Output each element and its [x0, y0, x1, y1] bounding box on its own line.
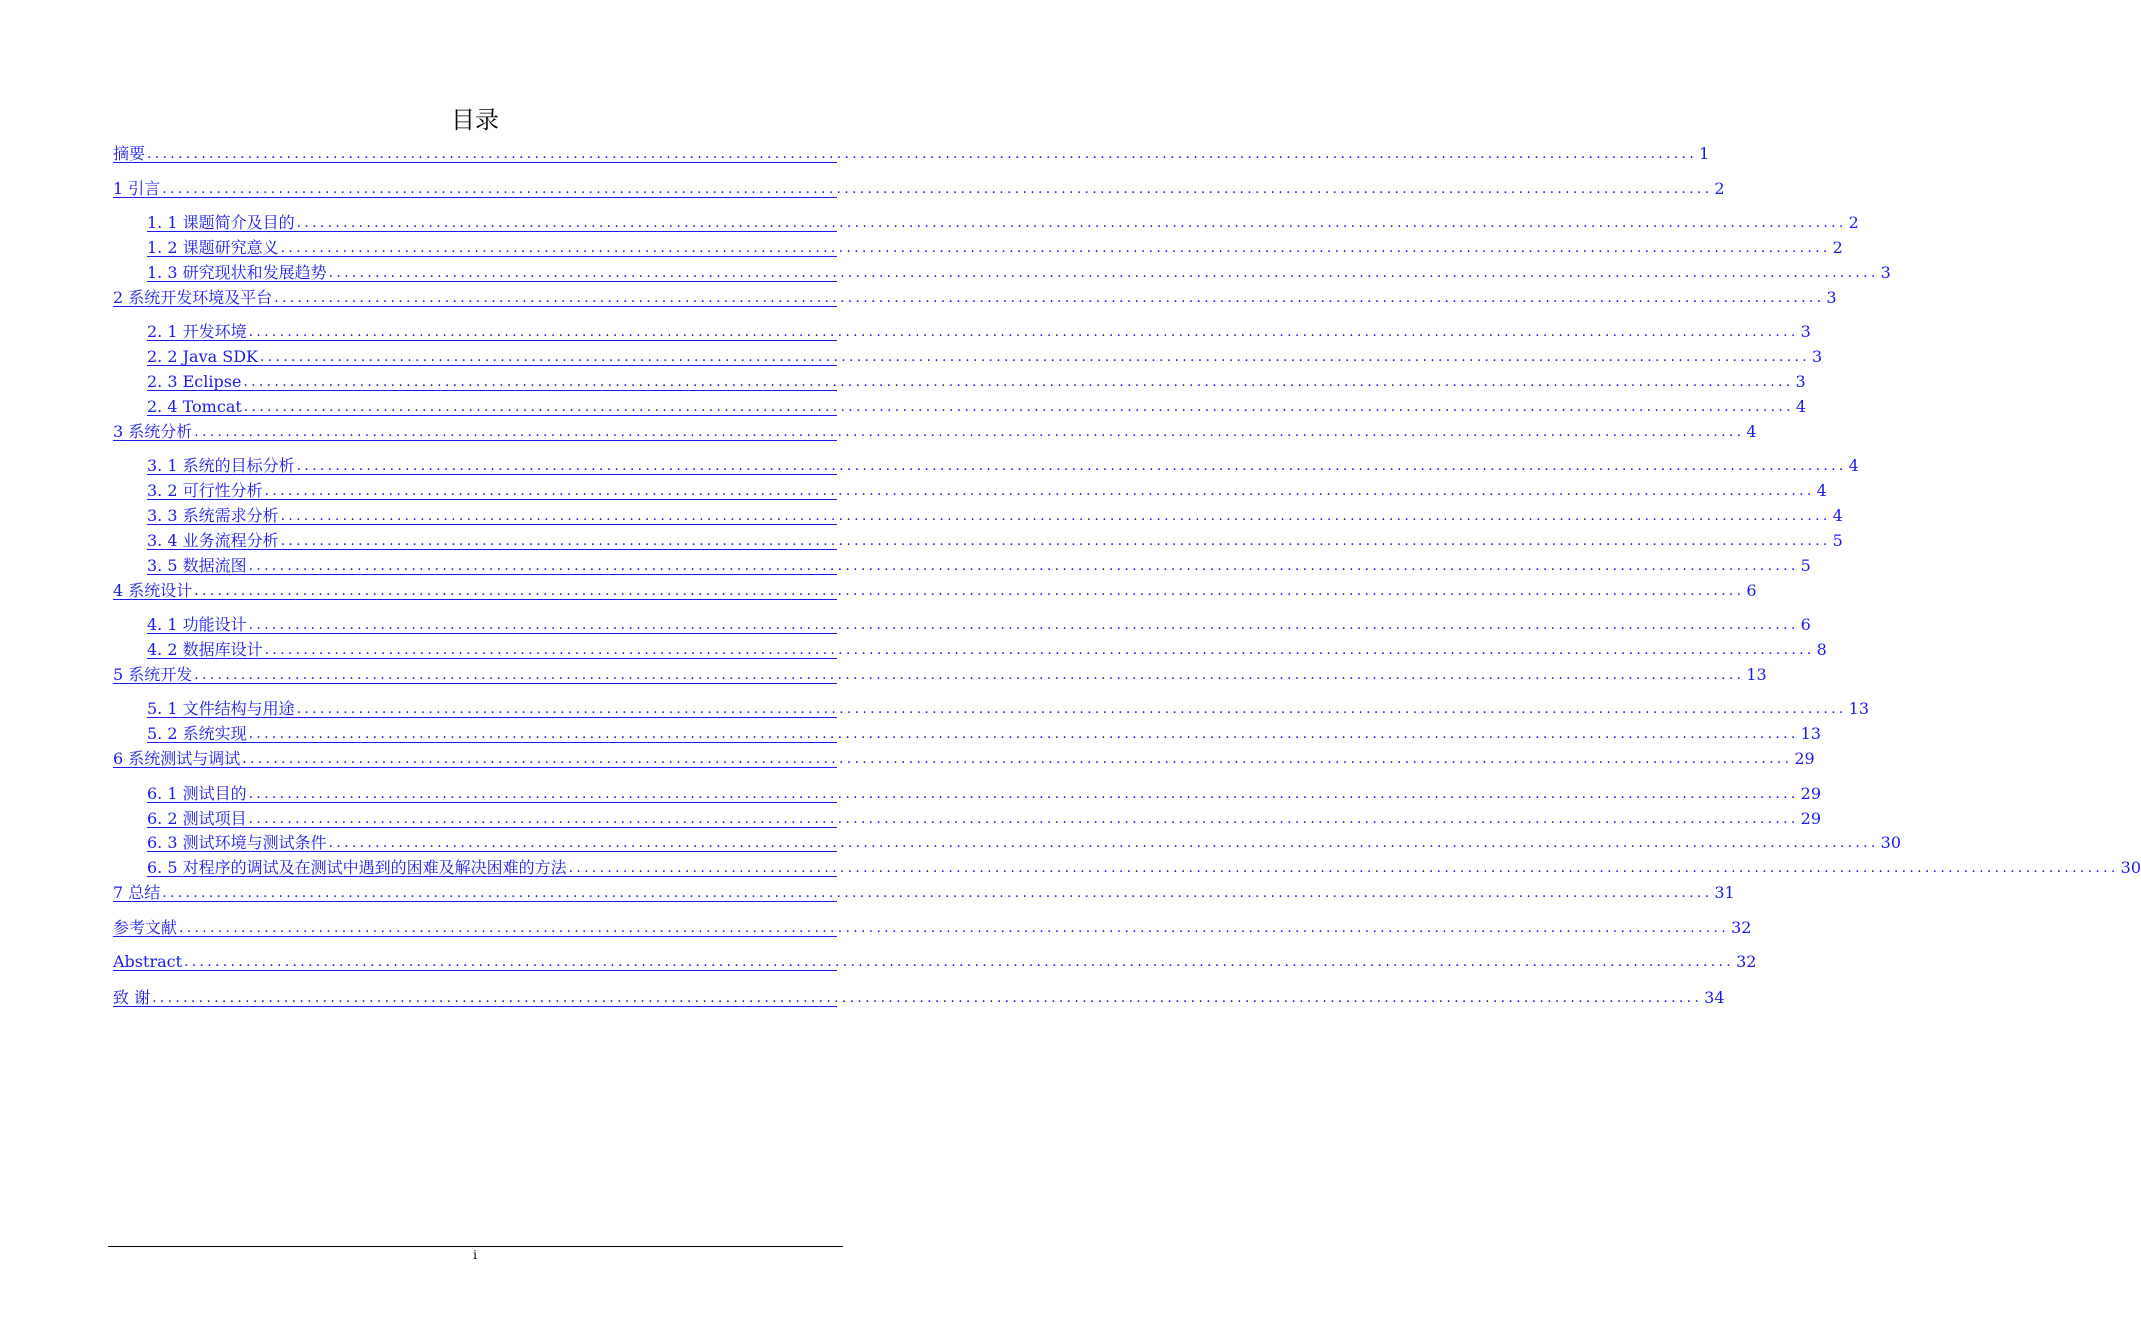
toc-entry[interactable]: [147, 397, 1807, 417]
toc-entry-page: 3: [1812, 347, 1823, 366]
toc-dot-leader: ........................................................................................................................................................................................................: [248, 726, 1799, 742]
toc-dot-leader: ........................................................................................................................................................................................................: [264, 483, 1815, 499]
toc-dot-leader: ........................................................................................................................................................................................................: [194, 424, 1745, 440]
toc-entry[interactable]: [113, 883, 1735, 903]
toc-entry[interactable]: [147, 615, 1811, 635]
toc-dot-leader: ........................................................................................................................................................................................................: [242, 751, 1793, 767]
toc-dot-leader: ........................................................................................................................................................................................................: [248, 617, 1799, 633]
toc-entry[interactable]: [147, 531, 1843, 551]
toc-entry-page: 5: [1800, 556, 1811, 575]
toc-entry[interactable]: [113, 918, 1752, 938]
toc-entry[interactable]: [113, 988, 1725, 1008]
toc-entry-page: 4: [1816, 481, 1827, 500]
toc-entry-page: 32: [1731, 918, 1752, 937]
toc-entry[interactable]: [147, 858, 2141, 878]
toc-entry[interactable]: [147, 640, 1827, 660]
toc-dot-leader: ........................................................................................................................................................................................................: [328, 265, 1879, 281]
toc-entry[interactable]: [147, 372, 1806, 392]
toc-entry[interactable]: [147, 784, 1822, 804]
toc-dot-leader: ........................................................................................................................................................................................................: [248, 324, 1799, 340]
toc-entry[interactable]: [147, 456, 1859, 476]
toc-entry-label: 1 引言: [113, 179, 161, 198]
toc-entry[interactable]: [113, 144, 1710, 164]
toc-entry-label: 2. 1 开发环境: [147, 322, 247, 341]
toc-entry-label: 2. 4 Tomcat: [147, 397, 242, 416]
toc-entry[interactable]: [147, 833, 1902, 853]
toc-dot-leader: ........................................................................................................................................................................................................: [152, 990, 1703, 1006]
toc-entry-label: 3 系统分析: [113, 422, 193, 441]
toc-dot-leader: ........................................................................................................................................................................................................: [147, 146, 1698, 162]
toc-entry-label: 3. 3 系统需求分析: [147, 506, 279, 525]
toc-entry-label: 4. 1 功能设计: [147, 615, 247, 634]
toc-entry-page: 3: [1826, 288, 1837, 307]
footer-page-number: i: [473, 1248, 477, 1262]
toc-dot-leader: ........................................................................................................................................................................................................: [296, 458, 1847, 474]
toc-entry-label: 3. 4 业务流程分析: [147, 531, 279, 550]
toc-entry-label: 6. 5 对程序的调试及在测试中遇到的困难及解决困难的方法: [147, 858, 567, 877]
toc-dot-leader: ........................................................................................................................................................................................................: [184, 954, 1735, 970]
toc-entry-page: 29: [1800, 809, 1822, 828]
toc-entry-page: 30: [1880, 833, 1902, 852]
toc-entry[interactable]: [147, 809, 1822, 829]
toc-entry[interactable]: [113, 581, 1757, 601]
toc-dot-leader: ........................................................................................................................................................................................................: [274, 290, 1825, 306]
toc-dot-leader: ........................................................................................................................................................................................................: [243, 374, 1794, 390]
toc-dot-leader: ........................................................................................................................................................................................................: [194, 667, 1745, 683]
toc-entry-label: 3. 5 数据流图: [147, 556, 247, 575]
toc-entry-page: 6: [1746, 581, 1757, 600]
toc-entry-page: 4: [1832, 506, 1843, 525]
toc-entry-page: 2: [1832, 238, 1843, 257]
toc-entry[interactable]: [113, 422, 1757, 442]
toc-dot-leader: ........................................................................................................................................................................................................: [248, 558, 1799, 574]
toc-entry-label: 6. 3 测试环境与测试条件: [147, 833, 327, 852]
toc-entry-label: 2. 3 Eclipse: [147, 372, 242, 391]
toc-entry-page: 4: [1746, 422, 1757, 441]
toc-entry-label: 5 系统开发: [113, 665, 193, 684]
toc-dot-leader: ........................................................................................................................................................................................................: [328, 835, 1879, 851]
toc-entry-label: Abstract: [113, 952, 183, 971]
toc-entry-label: 1. 1 课题简介及目的: [147, 213, 295, 232]
toc-entry-page: 29: [1794, 749, 1815, 768]
footer-divider: [108, 1246, 843, 1247]
toc-entry-page: 2: [1714, 179, 1725, 198]
toc-entry-page: 1: [1699, 144, 1710, 163]
toc-entry[interactable]: [147, 506, 1843, 526]
toc-entry-page: 4: [1795, 397, 1807, 416]
toc-entry-page: 4: [1848, 456, 1859, 475]
toc-entry-label: 4 系统设计: [113, 581, 193, 600]
toc-entry-label: 1. 2 课题研究意义: [147, 238, 279, 257]
toc-dot-leader: ........................................................................................................................................................................................................: [280, 508, 1831, 524]
toc-entry-label: 摘要: [113, 144, 146, 163]
toc-entry-label: 3. 1 系统的目标分析: [147, 456, 295, 475]
toc-dot-leader: ........................................................................................................................................................................................................: [296, 215, 1847, 231]
toc-dot-leader: ........................................................................................................................................................................................................: [280, 533, 1831, 549]
toc-dot-leader: ........................................................................................................................................................................................................: [162, 181, 1713, 197]
toc-entry-label: 2. 2 Java SDK: [147, 347, 258, 366]
toc-entry-label: 致 谢: [113, 988, 151, 1007]
toc-entry-label: 4. 2 数据库设计: [147, 640, 263, 659]
toc-entry-page: 13: [1746, 665, 1767, 684]
toc-dot-leader: ........................................................................................................................................................................................................: [259, 349, 1811, 365]
toc-entry[interactable]: [113, 179, 1725, 199]
toc-entry-label: 5. 1 文件结构与用途: [147, 699, 295, 718]
toc-dot-leader: ........................................................................................................................................................................................................: [264, 642, 1815, 658]
toc-entry[interactable]: [147, 263, 1891, 283]
toc-entry-page: 3: [1880, 263, 1891, 282]
toc-dot-leader: ........................................................................................................................................................................................................: [179, 920, 1730, 936]
toc-entry-page: 6: [1800, 615, 1811, 634]
toc-entry-label: 6. 1 测试目的: [147, 784, 247, 803]
toc-dot-leader: ........................................................................................................................................................................................................: [162, 885, 1713, 901]
toc-entry[interactable]: [147, 347, 1823, 367]
toc-entry-page: 34: [1704, 988, 1725, 1007]
toc-entry-page: 13: [1848, 699, 1870, 718]
toc-entry-label: 参考文献: [113, 918, 178, 937]
toc-entry[interactable]: [113, 749, 1815, 769]
toc-entry[interactable]: [147, 556, 1811, 576]
toc-entry-page: 2: [1848, 213, 1859, 232]
toc-entry-page: 31: [1714, 883, 1735, 902]
toc-dot-leader: ........................................................................................................................................................................................................: [194, 583, 1745, 599]
toc-entry[interactable]: [113, 665, 1767, 685]
toc-dot-leader: ........................................................................................................................................................................................................: [568, 860, 2119, 876]
toc-entry-label: 5. 2 系统实现: [147, 724, 247, 743]
toc-entry-page: 30: [2120, 858, 2141, 877]
toc-entry-label: 2 系统开发环境及平台: [113, 288, 273, 307]
page-title: 目录: [451, 106, 499, 134]
toc-entry-page: 3: [1800, 322, 1811, 341]
toc-entry-label: 7 总结: [113, 883, 161, 902]
toc-dot-leader: ........................................................................................................................................................................................................: [248, 811, 1799, 827]
toc-dot-leader: ........................................................................................................................................................................................................: [280, 240, 1831, 256]
toc-entry-label: 3. 2 可行性分析: [147, 481, 263, 500]
toc-entry-label: 6. 2 测试项目: [147, 809, 247, 828]
toc-entry-page: 8: [1816, 640, 1827, 659]
toc-dot-leader: ........................................................................................................................................................................................................: [296, 701, 1847, 717]
toc-entry[interactable]: [147, 322, 1811, 342]
toc-dot-leader: ........................................................................................................................................................................................................: [243, 399, 1794, 415]
toc-entry[interactable]: [113, 288, 1837, 308]
toc-entry-page: 3: [1795, 372, 1806, 391]
toc-dot-leader: ........................................................................................................................................................................................................: [248, 786, 1799, 802]
toc-entry-page: 13: [1800, 724, 1822, 743]
toc-entry-page: 32: [1736, 952, 1757, 971]
toc-entry-page: 29: [1800, 784, 1822, 803]
toc-entry[interactable]: [113, 952, 1757, 972]
toc-entry[interactable]: [147, 481, 1827, 501]
toc-entry[interactable]: [147, 213, 1859, 233]
toc-entry-label: 1. 3 研究现状和发展趋势: [147, 263, 327, 282]
toc-entry-label: 6 系统测试与调试: [113, 749, 241, 768]
toc-entry[interactable]: [147, 238, 1843, 258]
toc-entry[interactable]: [147, 724, 1822, 744]
toc-entry-page: 5: [1832, 531, 1843, 550]
toc-entry[interactable]: [147, 699, 1870, 719]
